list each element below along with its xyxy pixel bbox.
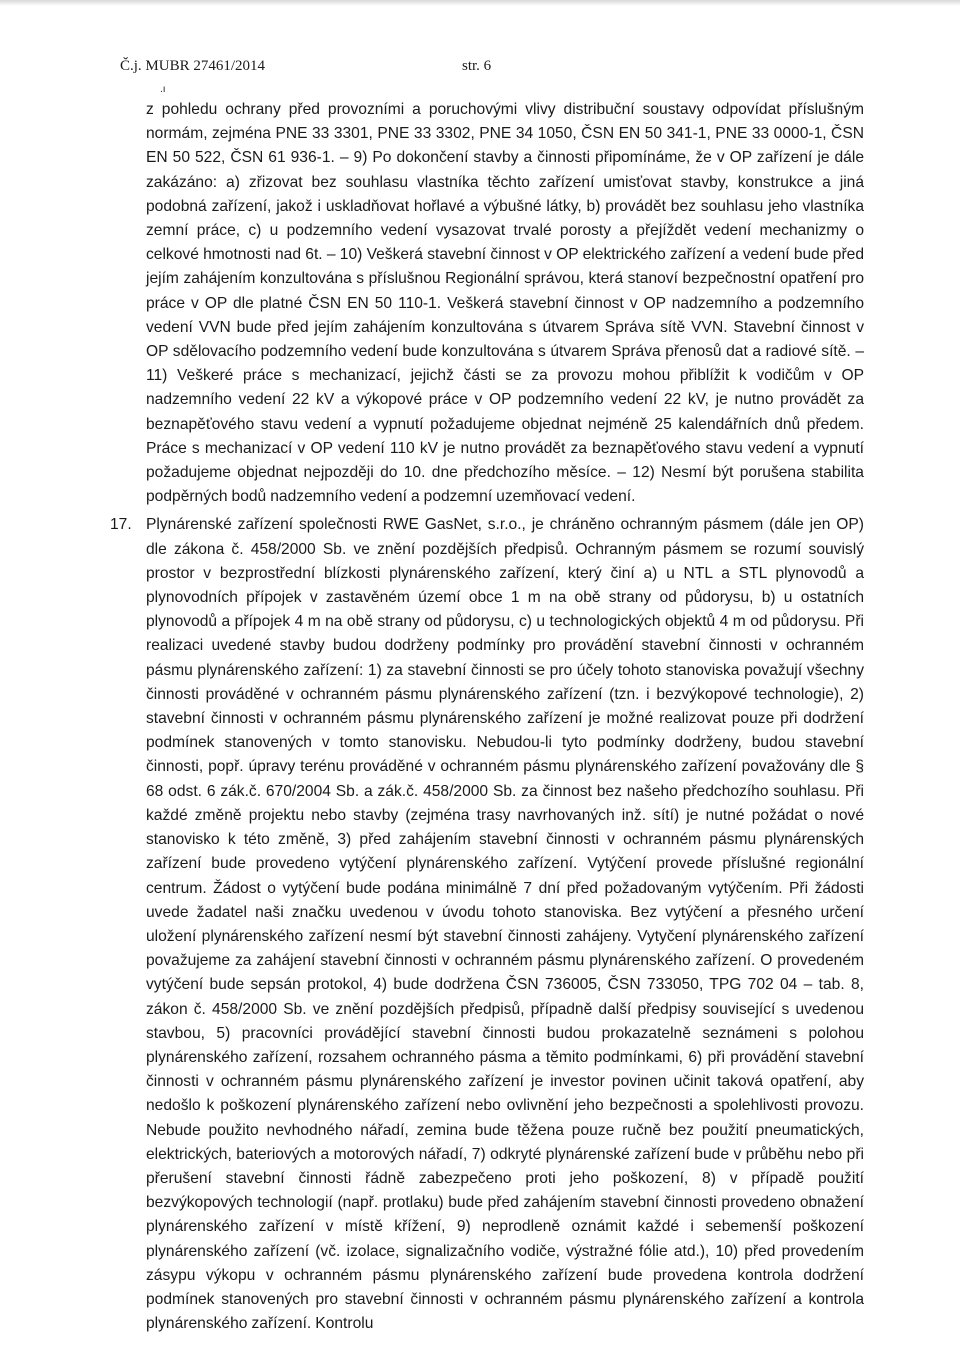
scan-top-edge xyxy=(0,0,960,6)
list-item-text: Plynárenské zařízení společnosti RWE GasNet, s.r.o., je chráněno ochranným pásmem (dále jen OP) dle zákona č. 458/2000 Sb. ve znění pozdějších předpisů. Ochranným pásmem se rozumí souvislý prostor v bezprostřední blízkosti plynárenského zařízení, který činí a) u NTL a STL plynovodů a plynovodních přípojek v zastavěném území obce 1 m na obě strany od půdorysu, b) u ostatních plynovodů a přípojek 4 m na obě strany od půdorysu, c) u technologických objektů 4 m od půdorysu. Při realizaci uvedené stavby budou dodrženy podmínky pro provádění stavební činnosti v ochranném pásmu plynárenského zařízení: 1) za stavební činnosti se pro účely tohoto stanoviska považují všechny činnosti prováděné v ochranném pásmu plynárenského zařízení (tzn. i bezvýkopové technologie), 2) stavební činnosti v ochranném pásmu plynárenského zařízení je možné realizovat pouze při dodržení podmínek stanovených v tomto stanovisku. Nebudou-li tyto podmínky dodrženy, budou stavební činnosti, popř. úpravy terénu prováděné v ochranném pásmu plynárenského zařízení považovány dle § 68 odst. 6 zák.č. 670/2004 Sb. a zák.č. 458/2000 Sb. za činnost bez našeho předchozího souhlasu. Při každé změně projektu nebo stavby (zejména trasy navrhovaných inž. sítí) je nutné požádat o nové stanovisko k této změně, 3) před zahájením stavební činnosti v ochranném pásmu plynárenských zařízení bude provedeno vytýčení plynárenského zařízení. Vytýčení provede příslušné regionální centrum. Žádost o vytýčení bude podána minimálně 7 dní před požadovaným vytýčením. Při žádosti uvede žadatel naši značku uvedenou v úvodu tohoto stanoviska. Bez vytýčení a přesného určení uložení plynárenského zařízení nesmí být stavební činnosti zahájeny. Vytyčení plynárenského zařízení považujeme za zahájení stavební činnosti v ochranném pásmu plynárenského zařízení. O provedeném vytýčení bude sepsán protokol, 4) bude dodržena ČSN 736005, ČSN 733050, TPG 702 04 – tab. 8, zákon č. 458/2000 Sb. ve znění pozdějších předpisů, případně další předpisy související s uvedenou stavbou, 5) pracovníci provádějící stavební činnosti budou prokazatelně seznámeni s polohou plynárenského zařízení, rozsahem ochranného pásma a těmito podmínkami, 6) při provádění stavební činnosti v ochranném pásmu plynárenského zařízení je investor povinen učinit taková opatření, aby nedošlo k poškození plynárenského zařízení nebo ovlivnění jeho bezpečnosti a spolehlivosti provozu. Nebude použito nevhodného nářadí, zemina bude těžena pouze ručně bez použití pneumatických, elektrických, bateriových a motorových nářadí, 7) odkryté plynárenské zařízení bude v průběhu nebo při přerušení stavební činnosti řádně zabezpečeno proti jeho poškození, 8) v případě použití bezvýkopových technologií (např. protlaku) bude před zahájením stavební činnosti provedeno obnažení plynárenského zařízení v místě křížení, 9) neprodleně oznámit každé i sebemenší poškození plynárenského zařízení (vč. izolace, signalizačního vodiče, výstražné fólie atd.), 10) před provedením zásypu výkopu v ochranném pásmu plynárenského zařízení bude provedena kontrola dodržení podmínek stanovených pro stavební činnosti v ochranném pásmu plynárenského zařízení a kontrola plynárenského zařízení. Kontrolu xyxy=(146,516,864,1333)
stray-mark: .ı xyxy=(160,84,166,95)
document-body xyxy=(110,98,864,1336)
page-header xyxy=(120,58,500,78)
document-reference: Č.j. MUBR 27461/2014 xyxy=(120,58,266,74)
list-item-17 xyxy=(110,513,864,1336)
page-number: str. 6 xyxy=(462,58,492,74)
continued-paragraph: z pohledu ochrany před provozními a poruchovými vlivy distribuční soustavy odpovídat příslušným normám, zejména PNE 33 3301, PNE 33 3302, PNE 34 1050, ČSN EN 50 341-1, PNE 33 0000-1, ČSN EN 50 522, ČSN 61 936-1. – 9) Po dokončení stavby a činnosti připomínáme, že v OP zařízení je dále zakázáno: a) zřizovat bez souhlasu vlastníka těchto zařízení umisťovat stavby, konstrukce a jiná podobná zařízení, jakož i uskladňovat hořlavé a výbušné látky, b) provádět bez souhlasu jeho vlastníka zemní práce, c) u podzemního vedení vysazovat trvalé porosty a přejíždět vedení mechanizmy o celkové hmotnosti nad 6t. – 10) Veškerá stavební činnost v OP elektrického zařízení a vedení bude před jejím zahájením konzultována s příslušnou Regionální správou, která stanoví bezpečnostní opatření pro práce v OP dle platné ČSN EN 50 110-1. Veškerá stavební činnost v OP nadzemního a podzemního vedení VVN bude před jejím zahájením konzultována s útvarem Správa sítě VVN. Stavební činnost v OP sdělovacího podzemního vedení bude konzultována s útvarem Správa přenosů dat a radiové sítě. – 11) Veškeré práce s mechanizací, jejichž části se za provozu mohou přiblížit k vodičům v OP nadzemního vedení 22 kV a výkopové práce v OP podzemního vedení 22 kV, je nutno provádět za beznapěťového stavu vedení a vypnutí požadujeme objednat nejméně 25 kalendářních dnů předem. Práce s mechanizací v OP vedení 110 kV je nutno provádět za beznapěťového stavu vedení a vypnutí požadujeme objednat nejpozději do 10. dne předchozího měsíce. – 12) Nesmí být porušena stabilita podpěrných bodů nadzemního vedení a podzemní uzemňovací vedení. xyxy=(146,101,864,506)
list-item-number: 17. xyxy=(110,516,132,534)
